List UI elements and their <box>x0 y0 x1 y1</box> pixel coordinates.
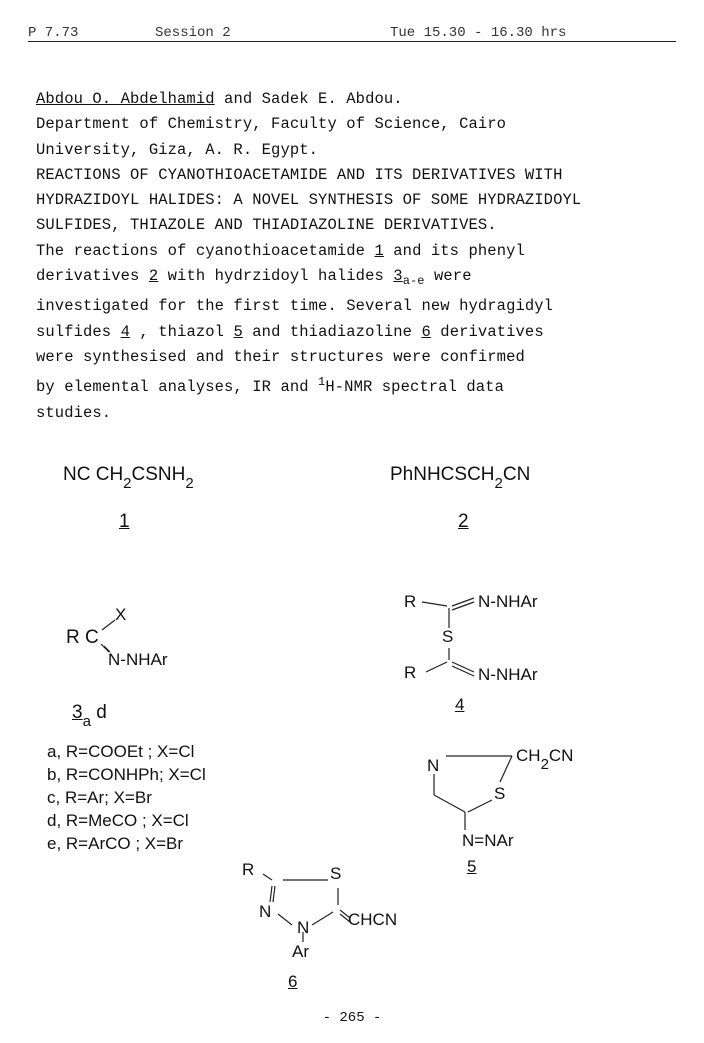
structure-4-sulfur: S <box>442 627 454 646</box>
other-authors: and Sadek E. Abdou. <box>214 90 403 108</box>
structure-6-ar: Ar <box>292 942 309 961</box>
structure-1-formula: NC $CH_2CSNH_2$ <box>63 464 194 492</box>
abstract-line-7: studies. <box>36 403 112 422</box>
structure-3-hydrazone: N-NHAr <box>108 650 168 669</box>
title-line-3: SULFIDES, THIAZOLE AND THIADIAZOLINE DERIVATIVES. <box>36 216 497 235</box>
structure-4-n2: N-NHAr <box>478 665 538 684</box>
affiliation-line-1: Department of Chemistry, Faculty of Science, Cairo <box>36 115 507 134</box>
abstract-line-1: The reactions of cyanothioacetamide 1 and its phenyl <box>36 241 525 260</box>
substituent-d: d, R=MeCO ; X=Cl <box>47 811 189 830</box>
structure-6-n2: N <box>297 918 310 937</box>
substituent-e: e, R=ArCO ; X=Br <box>47 834 184 853</box>
structure-4-n1: N-NHAr <box>478 592 538 611</box>
structure-5-ch2cn: $CH_2CN$ <box>516 746 574 773</box>
structure-5-label: 5 <box>467 857 477 876</box>
structure-4-r2: R <box>404 663 417 682</box>
page-number: - 265 - <box>322 1010 382 1026</box>
structure-3-rc: R C <box>66 627 99 648</box>
structure-1-label: 1 <box>119 511 130 532</box>
structure-6-label: 6 <box>288 972 298 991</box>
title-line-2: HYDRAZIDOYL HALIDES: A NOVEL SYNTHESIS OF SOME HYDRAZIDOYL <box>36 191 582 210</box>
structure-3-x: X <box>115 605 127 624</box>
abstract-line-5: were synthesised and their structures were confirmed <box>36 348 525 367</box>
abstract-line-4: sulfides 4 , thiazol 5 and thiadiazoline 6 derivatives <box>36 322 544 341</box>
structure-4-label: 4 <box>455 695 465 714</box>
substituent-b: b, R=CONHPh; X=Cl <box>47 765 206 784</box>
affiliation-line-2: University, Giza, A. R. Egypt. <box>36 140 319 159</box>
structure-6-sulfur: S <box>330 864 342 883</box>
structure-2-label: 2 <box>458 511 469 532</box>
structure-6-r: R <box>242 860 255 879</box>
session-time: Tue 15.30 - 16.30 hrs <box>390 25 567 41</box>
structure-5-nitrogen: N <box>427 756 440 775</box>
structure-6-n1: N <box>259 902 272 921</box>
structure-2-formula: PhNHCSCH$_2$CN <box>390 464 531 492</box>
session-label: Session 2 <box>155 25 231 41</box>
structure-5-azo: N=NAr <box>462 831 514 850</box>
first-author: Abdou O. Abdelhamid <box>36 90 215 108</box>
structure-5-sulfur: S <box>494 784 506 803</box>
abstract-line-2: derivatives 2 with hydrzidoyl halides $3_{a-e}$ were <box>36 267 472 289</box>
substituent-c: c, R=Ar; X=Br <box>47 788 152 807</box>
structure-6-chcn: CHCN <box>348 910 398 929</box>
abstract-line-3: investigated for the first time. Several new hydragidyl <box>36 297 554 316</box>
substituent-a: a, R=COOEt ; X=Cl <box>47 742 195 761</box>
structure-3-label: $3_a$ d <box>72 702 107 730</box>
title-line-1: REACTIONS OF CYANOTHIOACETAMIDE AND ITS DERIVATIVES WITH <box>36 165 563 184</box>
abstract-line-6: by elemental analyses, IR and $^1$H-NMR spectral data <box>36 375 504 397</box>
abstract-code: P 7.73 <box>28 25 79 41</box>
structure-4-r1: R <box>404 592 417 611</box>
substituent-list <box>47 740 206 855</box>
